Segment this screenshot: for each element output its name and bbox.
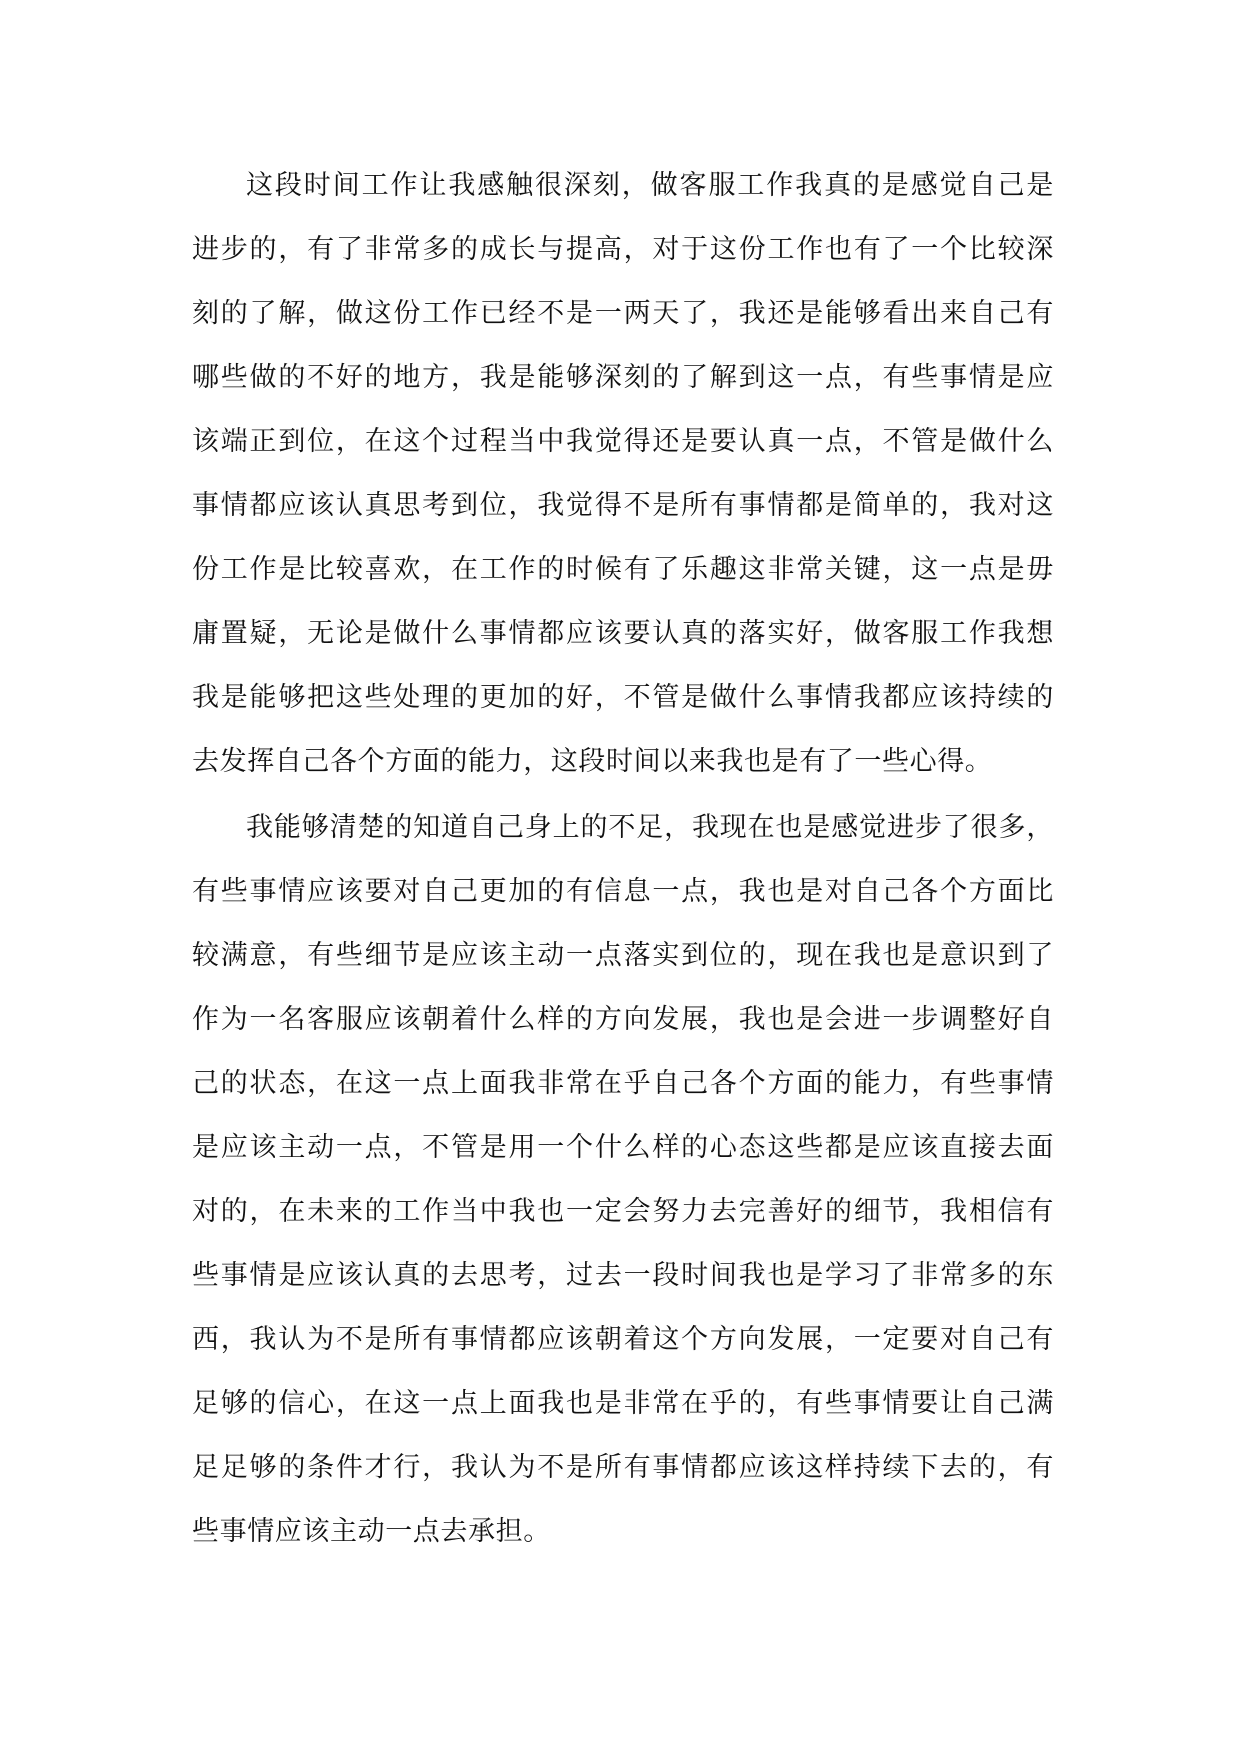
paragraph-line: 较满意，有些细节是应该主动一点落实到位的，现在我也是意识到了 [192, 940, 1054, 971]
paragraph-line: 己的状态，在这一点上面我非常在乎自己各个方面的能力，有些事情 [192, 1068, 1054, 1099]
paragraph-line: 该端正到位，在这个过程当中我觉得还是要认真一点，不管是做什么 [192, 426, 1054, 457]
paragraph-line: 是应该主动一点，不管是用一个什么样的心态这些都是应该直接去面 [192, 1132, 1054, 1163]
paragraph-2 [192, 796, 1054, 1564]
paragraph-line: 哪些做的不好的地方，我是能够深刻的了解到这一点，有些事情是应 [192, 362, 1054, 393]
paragraph-line: 庸置疑，无论是做什么事情都应该要认真的落实好，做客服工作我想 [192, 618, 1054, 649]
paragraph-line: 作为一名客服应该朝着什么样的方向发展，我也是会进一步调整好自 [192, 1004, 1054, 1035]
paragraph-line: 我是能够把这些处理的更加的好，不管是做什么事情我都应该持续的 [192, 682, 1054, 713]
paragraph-line: 些事情应该主动一点去承担。 [192, 1516, 551, 1547]
paragraph-line: 这段时间工作让我感触很深刻，做客服工作我真的是感觉自己是 [246, 170, 1054, 201]
paragraph-line: 事情都应该认真思考到位，我觉得不是所有事情都是简单的，我对这 [192, 490, 1054, 521]
paragraph-line: 些事情是应该认真的去思考，过去一段时间我也是学习了非常多的东 [192, 1260, 1054, 1291]
paragraph-line: 足足够的条件才行，我认为不是所有事情都应该这样持续下去的，有 [192, 1452, 1054, 1483]
document-body [192, 154, 1054, 1564]
paragraph-line: 进步的，有了非常多的成长与提高，对于这份工作也有了一个比较深 [192, 234, 1054, 265]
paragraph-line: 西，我认为不是所有事情都应该朝着这个方向发展，一定要对自己有 [192, 1324, 1054, 1355]
paragraph-line: 足够的信心，在这一点上面我也是非常在乎的，有些事情要让自己满 [192, 1388, 1054, 1419]
paragraph-line: 份工作是比较喜欢，在工作的时候有了乐趣这非常关键，这一点是毋 [192, 554, 1054, 585]
paragraph-1 [192, 154, 1054, 794]
paragraph-line: 去发挥自己各个方面的能力，这段时间以来我也是有了一些心得。 [192, 746, 993, 777]
paragraph-line: 刻的了解，做这份工作已经不是一两天了，我还是能够看出来自己有 [192, 298, 1054, 329]
paragraph-line: 对的，在未来的工作当中我也一定会努力去完善好的细节，我相信有 [192, 1196, 1054, 1227]
paragraph-line: 我能够清楚的知道自己身上的不足，我现在也是感觉进步了很多， [246, 812, 1054, 843]
paragraph-line: 有些事情应该要对自己更加的有信息一点，我也是对自己各个方面比 [192, 876, 1054, 907]
